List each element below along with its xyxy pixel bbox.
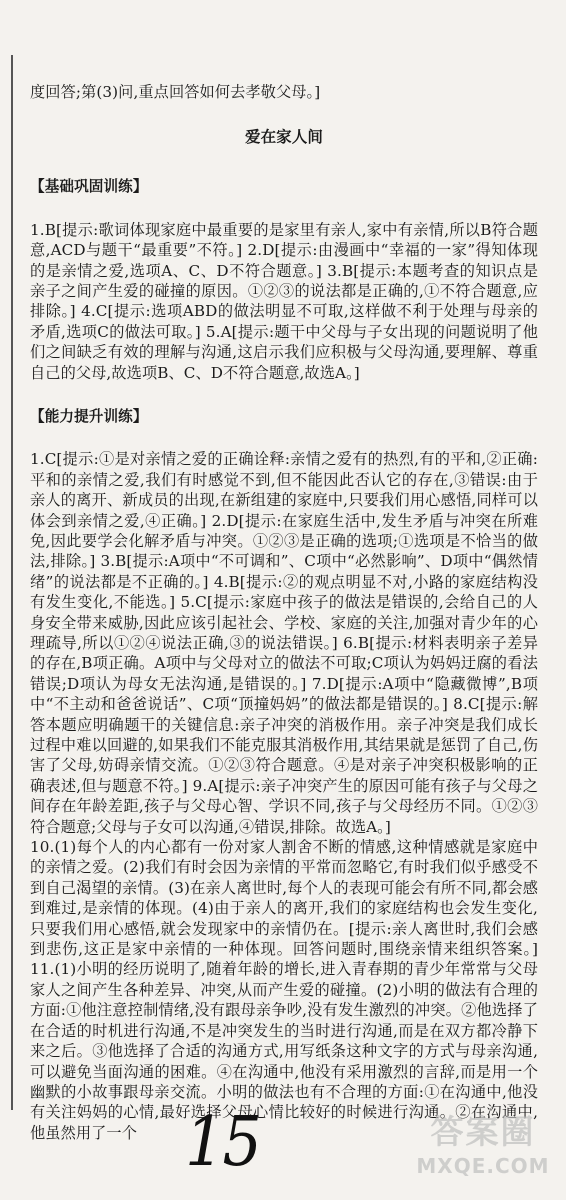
watermark bbox=[408, 1110, 558, 1190]
answer-content bbox=[30, 62, 538, 1164]
answers-advanced: 1.C[提示:①是对亲情之爱的正确诠释:亲情之爱有的热烈,有的平和,②正确:平和的亲情之爱,我们有时感觉不到,但不能因此否认它的存在,③错误:由于亲人的离开、新成员的出现,在新组建的家庭中,只要我们用心感悟,同样可以体会到亲情之爱,④正确。] 2.D[提示:在家庭生活中,发生矛盾与冲突在所难免,因此要学会化解矛盾与冲突。①②③是正确的选项;①选项是不恰当的做法,排除。] 3.B[提示:A项中“不可调和”、C项中“必然影响”、D项中“偶然情绪”的说法都是不正确的。] 4.B[提示:②的观点明显不对,小路的家庭结构没有发生变化,不能选。] 5.C[提示:家庭中孩子的做法是错误的,会给自己的人身安全带来威胁,因此应该引起社会、学校、家庭的关注,加强对青少年的心理疏导,所以①②④说法正确,③的说法错误。] 6.B[提示:材料表明亲子差异的存在,B项正确。A项中与父母对立的做法不可取;C项认为妈妈迂腐的看法错误;D项认为母女无法沟通,是错误的。] 7.D[提示:A项中“隐藏微博”,B项中“不主动和爸爸说话”、C项“顶撞妈妈”的做法都是错误的。] 8.C[提示:解答本题应明确题干的关键信息:亲子冲突的消极作用。亲子冲突是我们成长过程中难以回避的,如果我们不能克服其消极作用,其结果就是惩罚了自己,伤害了父母,妨碍亲情交流。①②③符合题意。④是对亲子冲突积极影响的正确表述,但与题意不符。] 9.A[提示:亲子冲突产生的原因可能有孩子与父母之间存在年龄差距,孩子与父母心智、学识不同,孩子与父母经历不同。①②③符合题意;父母与子女可以沟通,④错误,排除。故选A。] 10.(1)每个人的内心都有一份对家人割舍不断的情感,这种情感就是家庭中的亲情之爱。(2)我们有时会因为亲情的平常而忽略它,有时我们似乎感受不到自己渴望的亲情。(3)在亲人离世时,每个人的表现可能会有所不同,都会感到难过,是亲情的体现。(4)由于亲人的离开,我们的家庭结构也会发生变化,只要我们用心感悟,就会发现家中的亲情仍在。[提示:亲人离世时,我们会感到悲伤,这正是家中亲情的一种体现。回答问题时,围绕亲情来组织答案。] 11.(1)小明的经历说明了,随着年龄的增长,进入青春期的青少年常常与父母家人之间产生各种差异、冲突,从而产生爱的碰撞。(2)小明的做法有合理的方面:①他注意控制情绪,没有跟母亲争吵,没有发生激烈的冲突。②他选择了在合适的时机进行沟通,不是冲突发生的当时进行沟通,而是在双方都冷静下来之后。③他选择了合适的沟通方式,用写纸条这种文字的方式与母亲沟通,可以避免当面沟通的困难。④在沟通中,他没有采用激烈的言辞,而是用一个幽默的小故事跟母亲交流。小明的做法也有不合理的方面:①在沟通中,他没有关注妈妈的心情,最好选择父母心情比较好的时候进行沟通。②在沟通中,他虽然用了一个 bbox=[30, 450, 538, 1142]
watermark-url: MXQE.COM bbox=[416, 1154, 550, 1178]
heading-advanced: 【能力提升训练】 bbox=[30, 407, 148, 425]
page-number: 15 bbox=[185, 1101, 260, 1182]
intro-line: 度回答;第(3)问,重点回答如何去孝敬父母。] bbox=[30, 83, 321, 102]
heading-basic: 【基础巩固训练】 bbox=[30, 178, 148, 196]
answers-basic: 1.B[提示:歌词体现家庭中最重要的是家里有亲人,家中有亲情,所以B符合题意,ACD与题干“最重要”不符。] 2.D[提示:由漫画中“幸福的一家”得知体现的是亲情之爱,选项A、C、D不符合题意。] 3.B[提示:本题考查的知识点是亲子之间产生爱的碰撞的原因。①②③的说法都是正确的,①不符合题意,应排除。] 4.C[提示:选项ABD的做法明显不可取,这样做不利于处理与母亲的矛盾,选项C的做法可取。] 5.A[提示:题干中父母与子女出现的问题说明了他们之间缺乏有效的理解与沟通,这启示我们应积极与父母沟通,要理解、尊重自己的父母,故选项B、C、D不符合题意,故选A。] bbox=[30, 220, 538, 382]
margin-rule bbox=[11, 55, 13, 1110]
watermark-logo: 答案圈 bbox=[430, 1112, 536, 1151]
section-title: 爱在家人间 bbox=[244, 127, 323, 147]
